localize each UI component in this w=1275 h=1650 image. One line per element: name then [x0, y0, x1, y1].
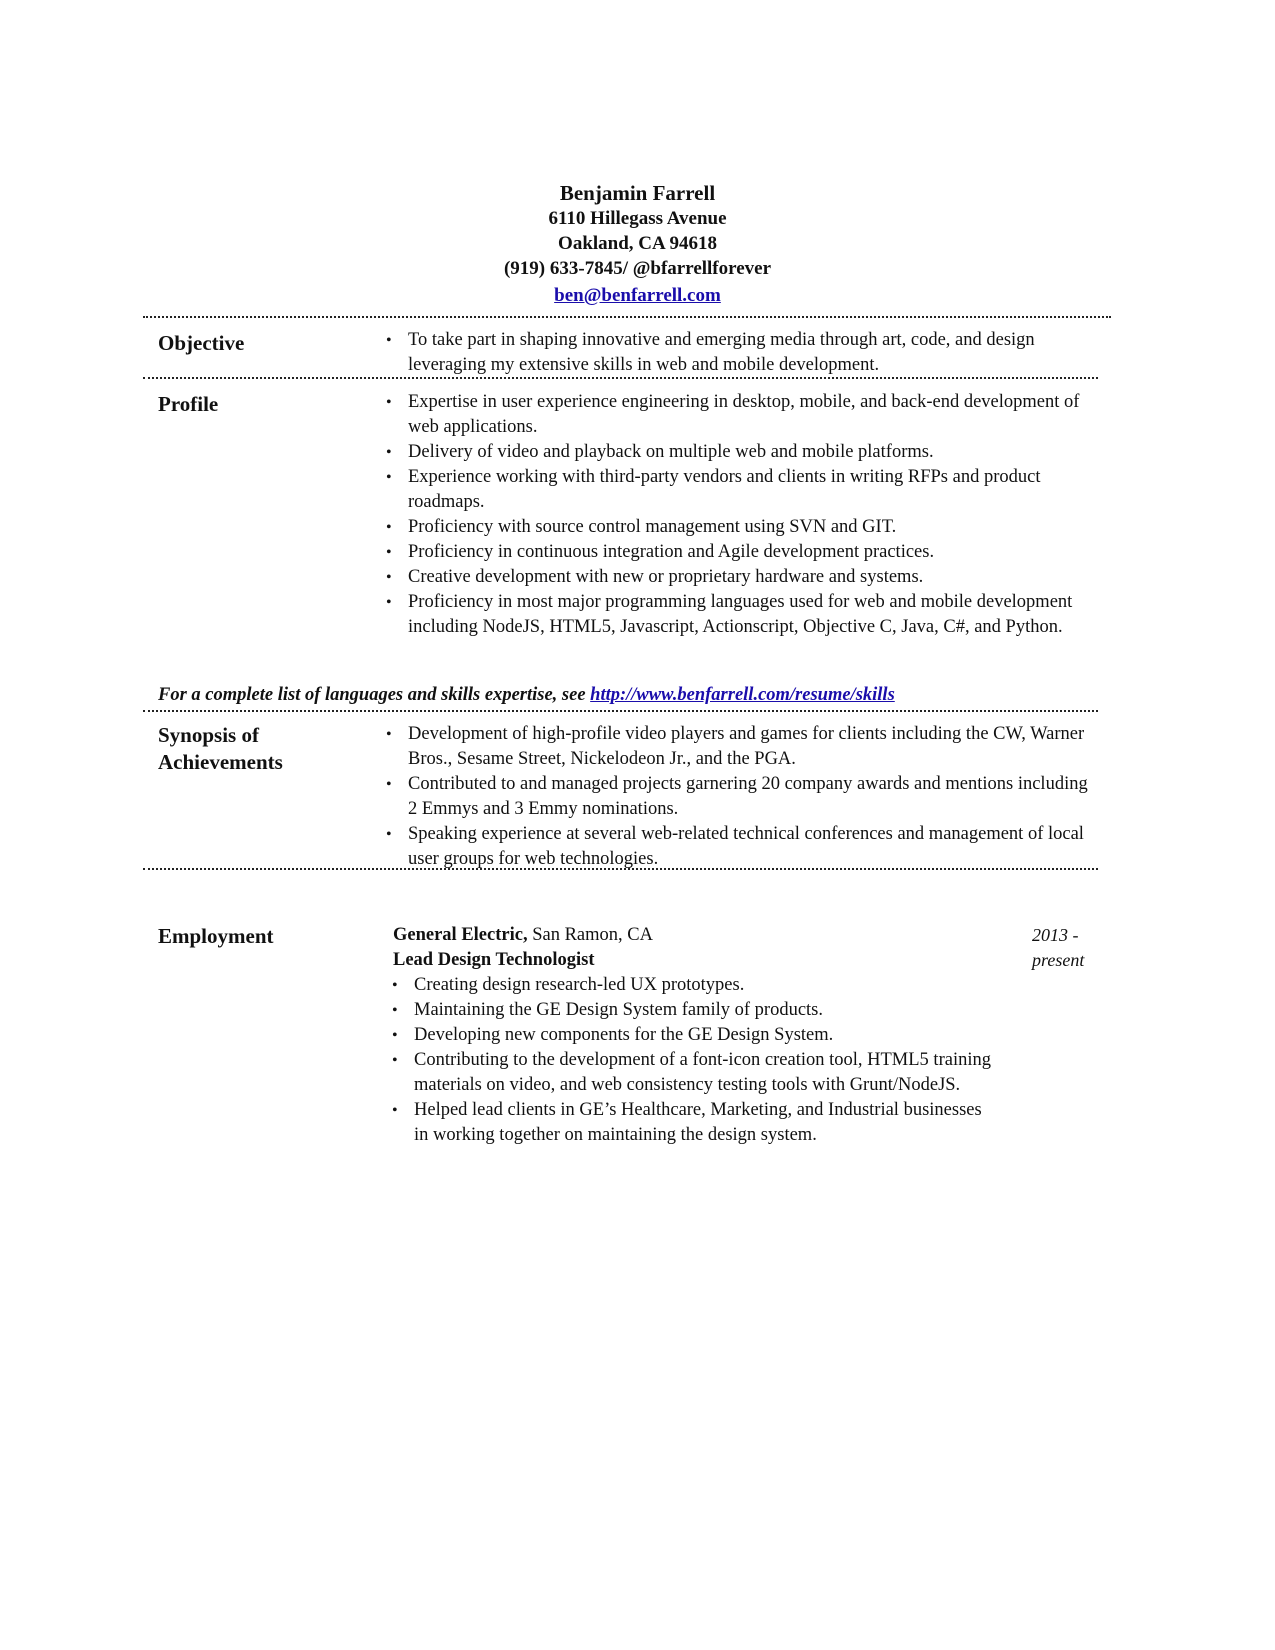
skills-link[interactable]: http://www.benfarrell.com/resume/skills	[590, 685, 895, 705]
job-dates	[1032, 923, 1102, 973]
achievements-heading	[158, 722, 283, 776]
list-item: • Creating design research-led UX prototypes.	[386, 973, 996, 998]
list-item: • Proficiency in continuous integration and Agile development practices.	[380, 540, 1100, 565]
achievements-heading-line-1: Synopsis of	[158, 723, 259, 747]
achievements-heading-line-2: Achievements	[158, 750, 283, 774]
list-item: • Contributed to and managed projects garnering 20 company awards and mentions including 2 Emmys and 3 Emmy nominations.	[380, 772, 1100, 822]
objective-list	[380, 328, 1100, 378]
job-dates-start: 2013 -	[1032, 925, 1079, 945]
job-dates-end: present	[1032, 950, 1085, 970]
achievements-list	[380, 722, 1100, 872]
section-divider	[143, 710, 1098, 712]
list-item: • Helped lead clients in GE’s Healthcare, Marketing, and Industrial businesses in working together on maintaining the design system.	[386, 1098, 996, 1148]
list-item: • Maintaining the GE Design System family of products.	[386, 998, 996, 1023]
profile-list	[380, 390, 1100, 640]
section-divider	[143, 316, 1111, 318]
candidate-name: Benjamin Farrell	[559, 181, 716, 205]
resume-header	[0, 180, 1275, 307]
list-item: • Creative development with new or proprietary hardware and systems.	[380, 565, 1100, 590]
section-divider	[143, 377, 1098, 379]
profile-heading: Profile	[158, 392, 219, 416]
job-duties-list	[386, 973, 996, 1148]
skills-note-text: For a complete list of languages and skills expertise, see	[158, 685, 591, 705]
job-company: General Electric,	[393, 925, 528, 945]
job-role: Lead Design Technologist	[393, 950, 595, 970]
skills-note	[158, 683, 895, 708]
address-line-1: 6110 Hillegass Avenue	[548, 208, 727, 229]
list-item: • Proficiency in most major programming languages used for web and mobile development including NodeJS, HTML5, Javascript, Actionscript, Objective C, Java, C#, and Python.	[380, 590, 1100, 640]
address-line-2: Oakland, CA 94618	[558, 233, 717, 254]
employment-heading: Employment	[158, 924, 274, 948]
list-item: • Developing new components for the GE Design System.	[386, 1023, 996, 1048]
email-link[interactable]: ben@benfarrell.com	[554, 285, 721, 306]
phone-social: (919) 633-7845/ @bfarrellforever	[503, 258, 772, 279]
section-divider	[143, 868, 1098, 870]
list-item: • Expertise in user experience engineering in desktop, mobile, and back-end development of web applications.	[380, 390, 1100, 440]
list-item: • Proficiency with source control management using SVN and GIT.	[380, 515, 1100, 540]
list-item: • To take part in shaping innovative and emerging media through art, code, and design leveraging my extensive skills in web and mobile development.	[380, 328, 1100, 378]
job-company-line	[393, 923, 653, 948]
list-item: • Delivery of video and playback on multiple web and mobile platforms.	[380, 440, 1100, 465]
list-item: • Experience working with third-party vendors and clients in writing RFPs and product roadmaps.	[380, 465, 1100, 515]
objective-heading: Objective	[158, 331, 245, 355]
list-item: • Development of high-profile video players and games for clients including the CW, Warner Bros., Sesame Street, Nickelodeon Jr., and the PGA.	[380, 722, 1100, 772]
list-item: • Contributing to the development of a font-icon creation tool, HTML5 training materials on video, and web consistency testing tools with Grunt/NodeJS.	[386, 1048, 996, 1098]
list-item: • Speaking experience at several web-related technical conferences and management of local user groups for web technologies.	[380, 822, 1100, 872]
job-location: San Ramon, CA	[527, 925, 653, 945]
